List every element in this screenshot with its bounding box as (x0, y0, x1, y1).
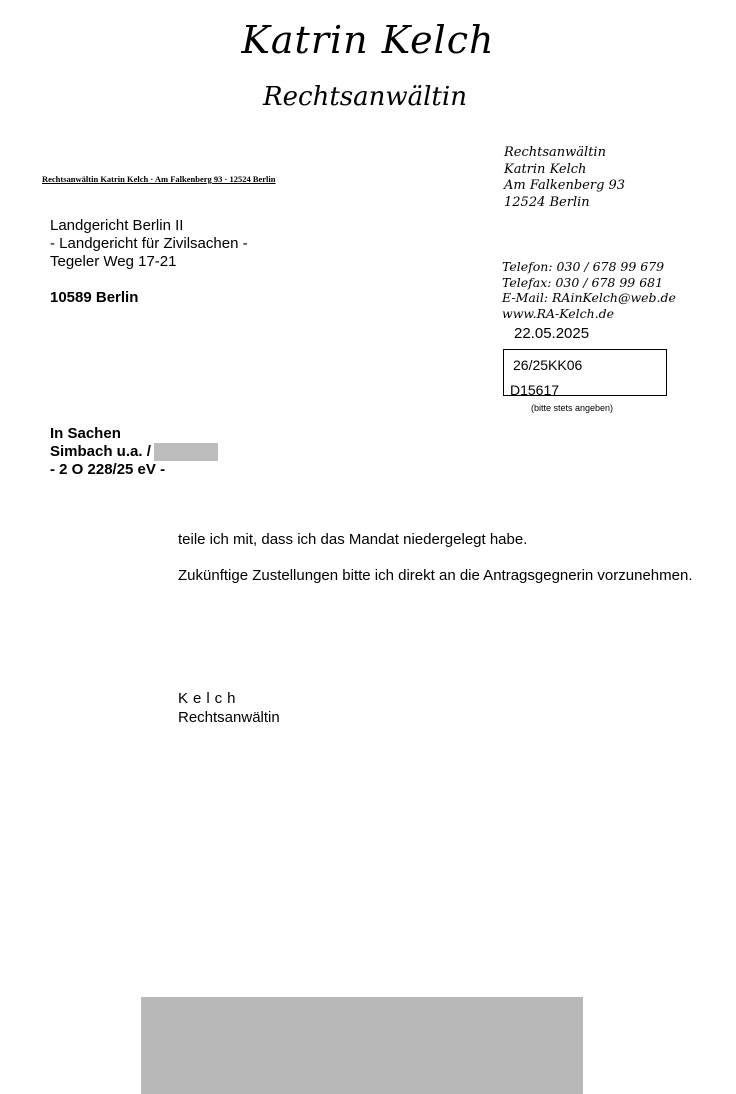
sender-title: Rechtsanwältin (504, 145, 606, 160)
case-block (50, 425, 218, 479)
website: www.RA-Kelch.de (502, 305, 615, 321)
recipient-court: Landgericht Berlin II (50, 217, 184, 234)
sender-street: Am Falkenberg 93 (504, 178, 626, 193)
letter-date: 22.05.2025 (514, 325, 590, 342)
signature-name: Kelch (178, 690, 241, 707)
recipient-street: Tegeler Weg 17-21 (50, 253, 177, 270)
email-address: E-Mail: RAinKelch@web.de (502, 290, 676, 305)
recipient-department: - Landgericht für Zivilsachen - (50, 235, 248, 252)
case-number: - 2 O 228/25 eV - (50, 461, 166, 478)
letterhead-title: Rechtsanwältin (263, 82, 467, 112)
return-address-line: Rechtsanwältin Katrin Kelch · Am Falkenberg 93 · 12524 Berlin (42, 174, 276, 184)
sender-address-block (504, 145, 625, 211)
reference-note: (bitte stets angeben) (531, 403, 614, 413)
sender-name: Katrin Kelch (504, 161, 587, 177)
letterhead-name: Katrin Kelch (241, 18, 495, 62)
reference-number: 26/25KK06 (513, 357, 583, 373)
body-paragraph-2: Zukünftige Zustellungen bitte ich direkt an die Antragsgegnerin vorzunehmen. (178, 567, 693, 584)
case-parties: Simbach u.a. / (50, 443, 151, 460)
case-intro: In Sachen (50, 425, 121, 442)
phone-number: Telefon: 030 / 678 99 679 (502, 259, 665, 274)
recipient-address (50, 217, 248, 271)
redaction-box (154, 443, 218, 461)
fax-number: Telefax: 030 / 678 99 681 (502, 274, 664, 290)
footer-redaction-box (141, 997, 583, 1094)
sender-city: 12524 Berlin (504, 194, 590, 210)
reference-code: D15617 (510, 382, 560, 398)
signature-title: Rechtsanwältin (178, 709, 280, 726)
body-paragraph-1: teile ich mit, dass ich das Mandat niedergelegt habe. (178, 531, 528, 548)
contact-block (502, 259, 676, 321)
case-parties-line (50, 443, 218, 461)
recipient-city: 10589 Berlin (50, 289, 139, 306)
